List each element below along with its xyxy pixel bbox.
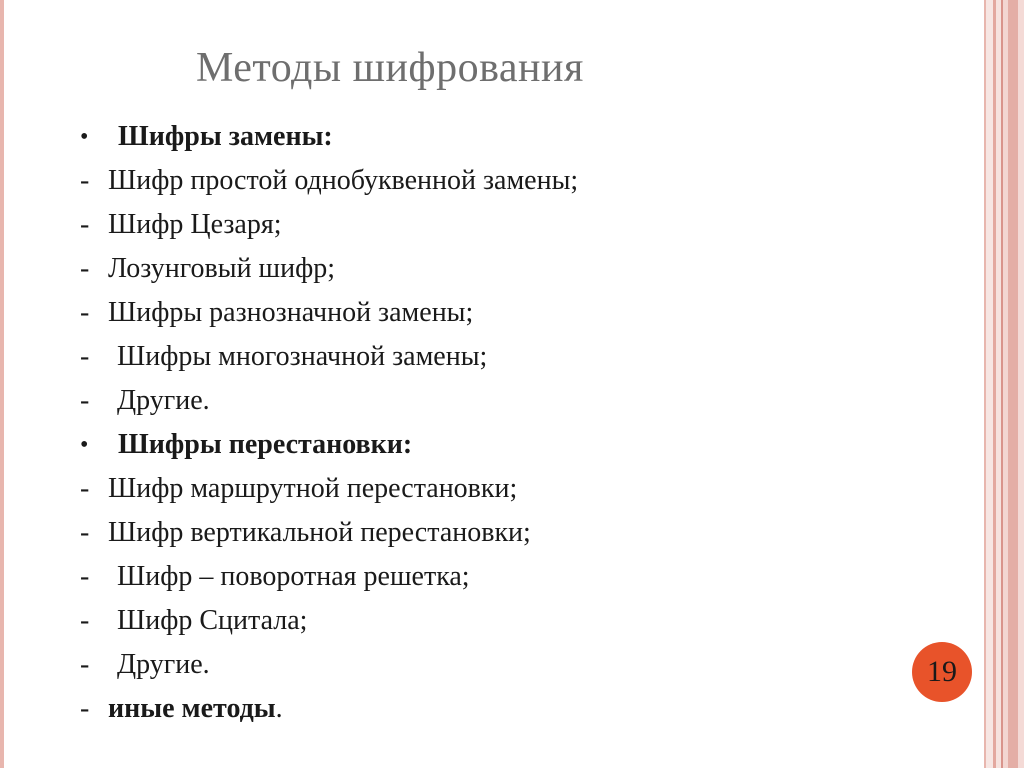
list-item bbox=[80, 643, 960, 687]
list-item bbox=[80, 467, 960, 511]
list-item-text: иные методы bbox=[108, 693, 276, 724]
list-item-text: Шифры замены: bbox=[118, 121, 333, 152]
slide-title: Методы шифрования bbox=[196, 45, 584, 91]
list-item bbox=[80, 247, 960, 291]
list-item-text: Шифр простой однобуквенной замены; bbox=[108, 165, 579, 196]
dash-marker: - bbox=[80, 605, 90, 636]
list-item-text: Шифр Сцитала; bbox=[117, 605, 308, 636]
page-number-badge: 19 bbox=[912, 642, 972, 702]
list-item-text: Шифр – поворотная решетка; bbox=[117, 561, 470, 592]
list-item bbox=[80, 159, 960, 203]
list-item bbox=[80, 555, 960, 599]
dash-marker: - bbox=[80, 297, 90, 328]
list-item bbox=[80, 291, 960, 335]
right-decorative-stripes bbox=[984, 0, 1024, 768]
list-item-suffix: . bbox=[275, 693, 283, 724]
list-item-text: Лозунговый шифр; bbox=[108, 253, 336, 284]
bullet-marker: • bbox=[80, 431, 89, 458]
list-item bbox=[80, 511, 960, 555]
bullet-marker: • bbox=[80, 123, 89, 150]
list-item bbox=[80, 335, 960, 379]
list-item bbox=[80, 599, 960, 643]
list-item-text: Шифры перестановки: bbox=[118, 429, 413, 460]
list-item bbox=[80, 687, 960, 731]
list-item bbox=[80, 423, 960, 467]
list-item-text: Шифры разнозначной замены; bbox=[108, 297, 474, 328]
list-item-text: Шифры многозначной замены; bbox=[117, 341, 488, 372]
list-item-text: Другие. bbox=[117, 649, 210, 680]
dash-marker: - bbox=[80, 649, 90, 680]
list-item-text: Шифр вертикальной перестановки; bbox=[108, 517, 531, 548]
list-item bbox=[80, 203, 960, 247]
bullet-list bbox=[80, 115, 960, 731]
dash-marker: - bbox=[80, 693, 90, 724]
dash-marker: - bbox=[80, 165, 90, 196]
list-item-text: Другие. bbox=[117, 385, 210, 416]
dash-marker: - bbox=[80, 253, 90, 284]
list-item-text: Шифр маршрутной перестановки; bbox=[108, 473, 518, 504]
dash-marker: - bbox=[80, 341, 90, 372]
list-item bbox=[80, 379, 960, 423]
left-border-strip bbox=[0, 0, 4, 768]
dash-marker: - bbox=[80, 209, 90, 240]
dash-marker: - bbox=[80, 561, 90, 592]
list-item bbox=[80, 115, 960, 159]
dash-marker: - bbox=[80, 385, 90, 416]
dash-marker: - bbox=[80, 473, 90, 504]
list-item-text: Шифр Цезаря; bbox=[108, 209, 282, 240]
dash-marker: - bbox=[80, 517, 90, 548]
